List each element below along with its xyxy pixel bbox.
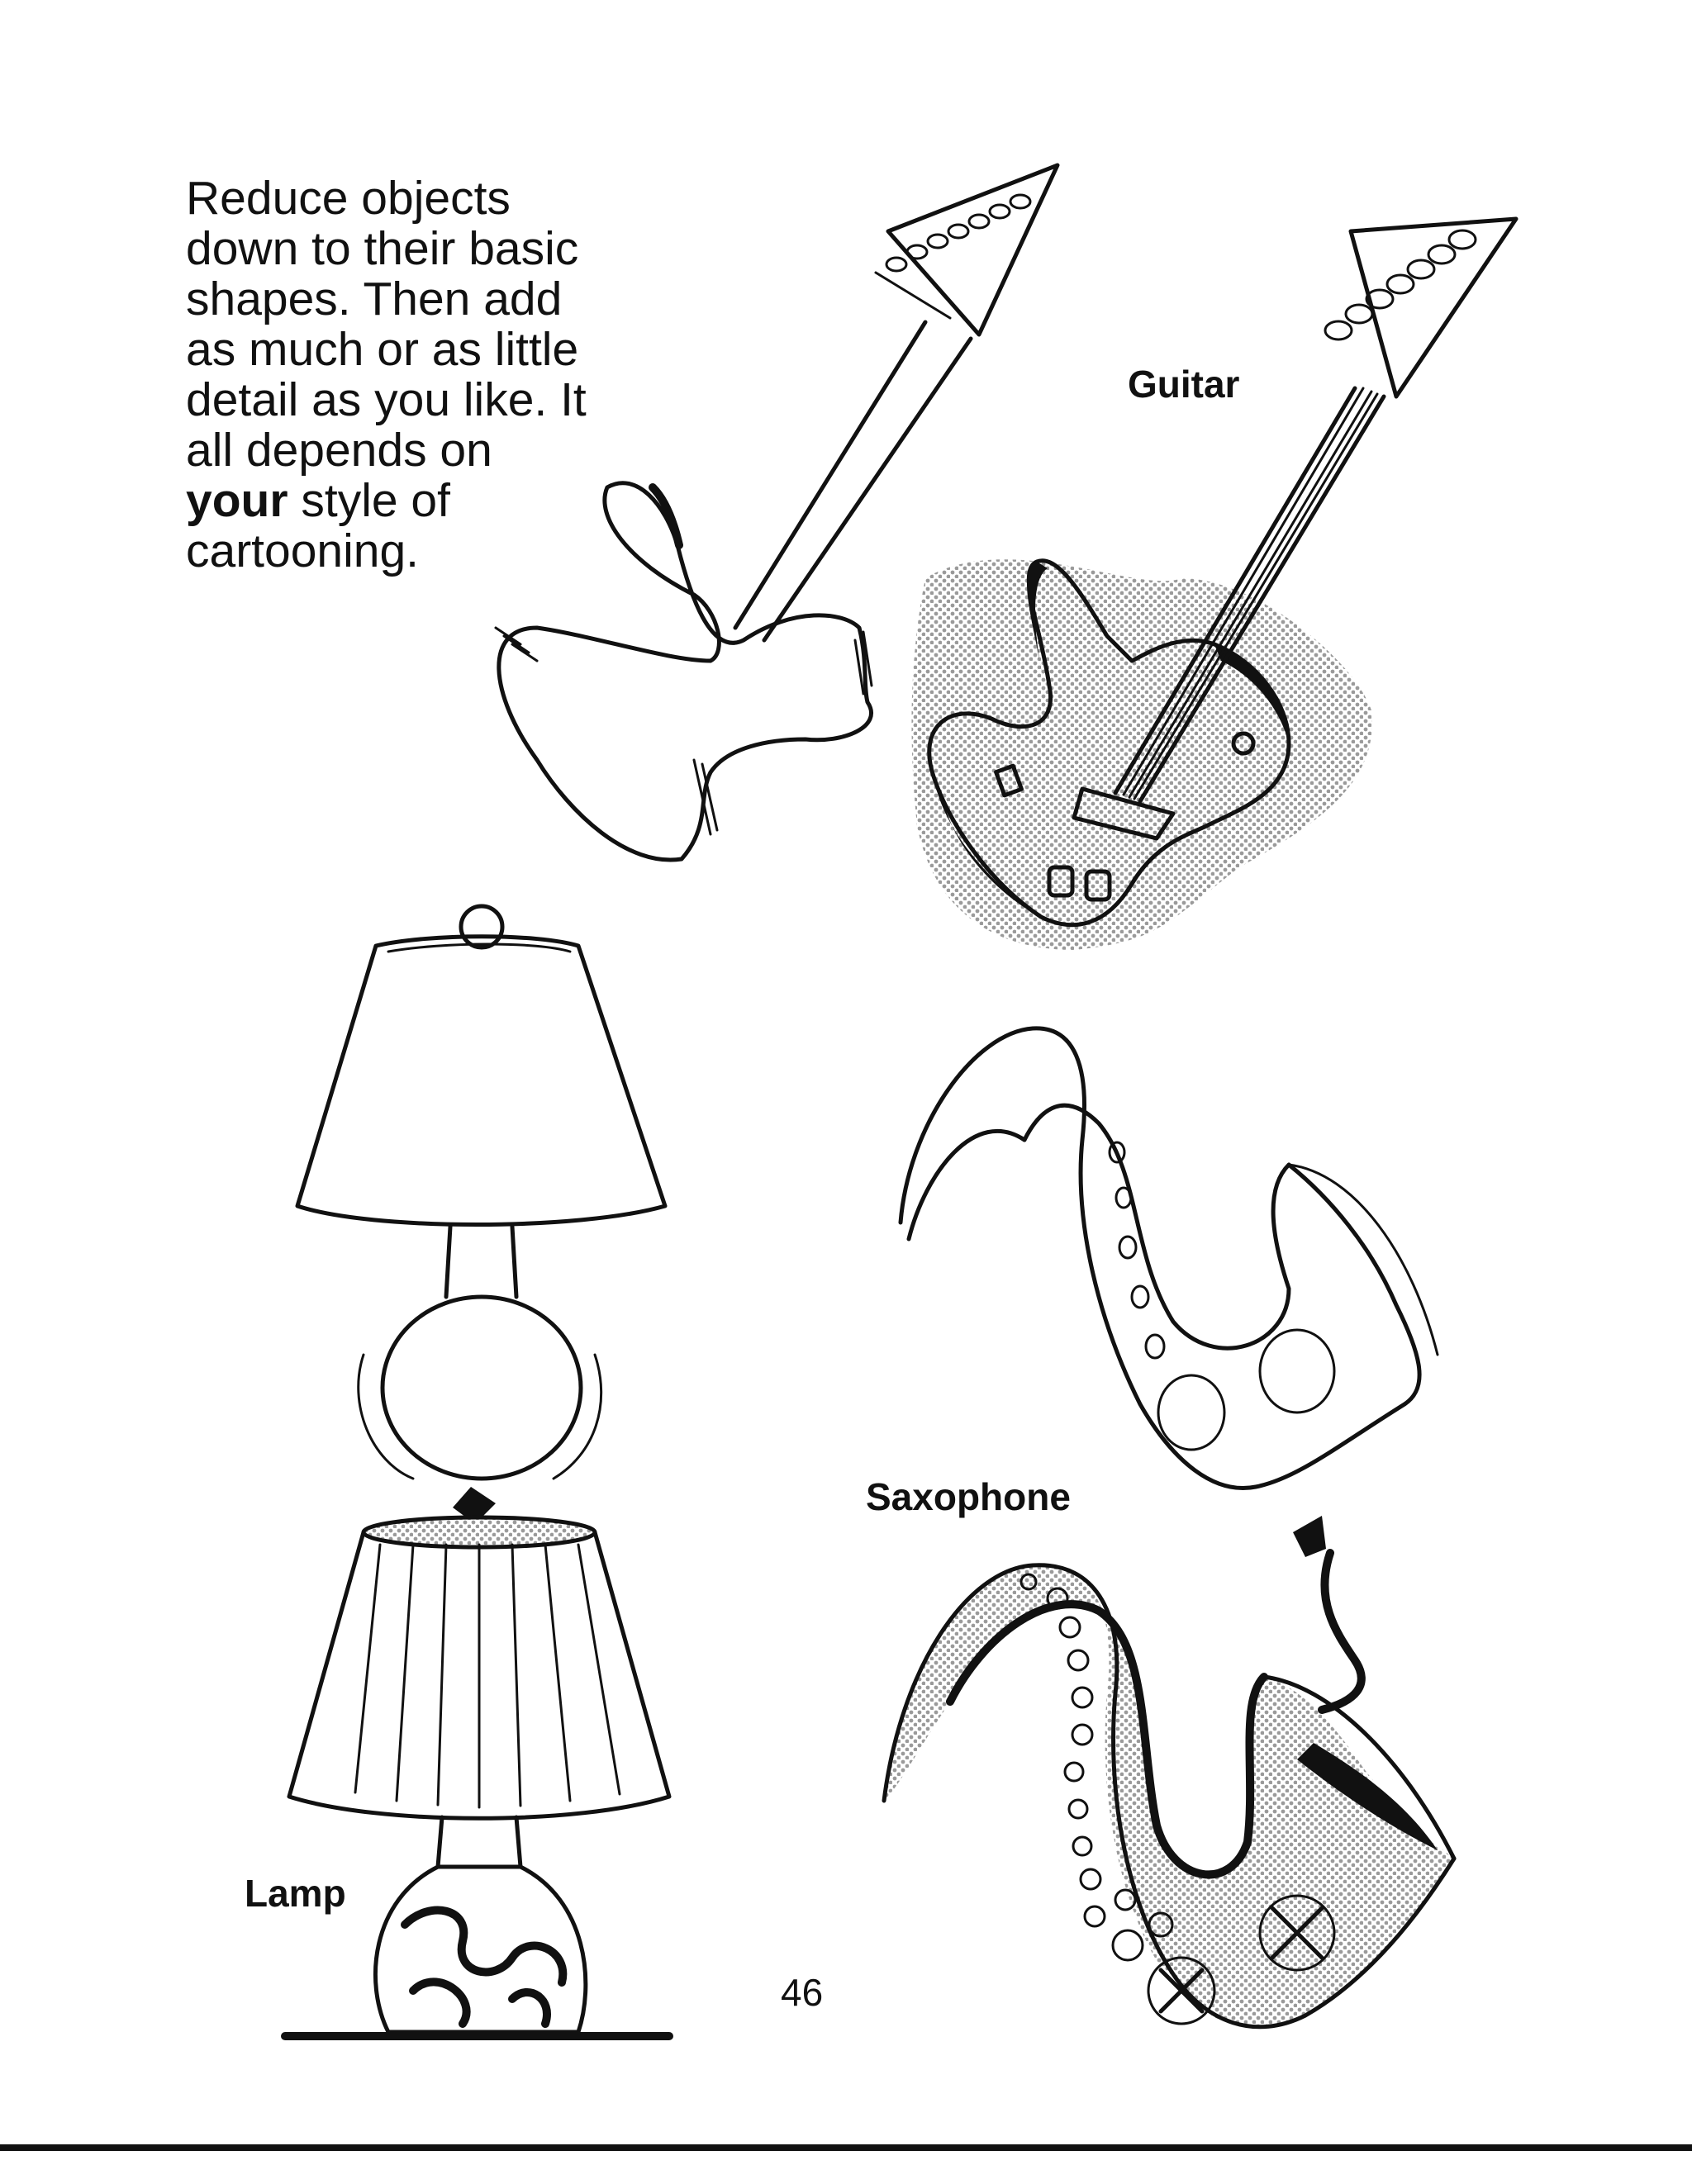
intro-bold-word: your: [186, 474, 288, 527]
guitar-label: Guitar: [1128, 363, 1240, 406]
page-number: 46: [781, 1971, 824, 2014]
saxophone-label: Saxophone: [866, 1475, 1071, 1518]
lamp-sketch-illustration: [297, 906, 665, 1479]
intro-text-lead: Reduce objects down to their basic shapes. Then add as much or as little detail as you like. It all depends on: [186, 172, 587, 477]
saxophone-sketch-illustration: [901, 1028, 1438, 1488]
lamp-label: Lamp: [245, 1872, 346, 1915]
intro-text-tail: style of cartooning.: [186, 474, 450, 577]
footer-rule: [0, 2144, 1692, 2151]
guitar-finished-illustration: [911, 219, 1516, 950]
lamp-finished-illustration: [285, 1487, 669, 2036]
saxophone-finished-illustration: [884, 1516, 1454, 2027]
